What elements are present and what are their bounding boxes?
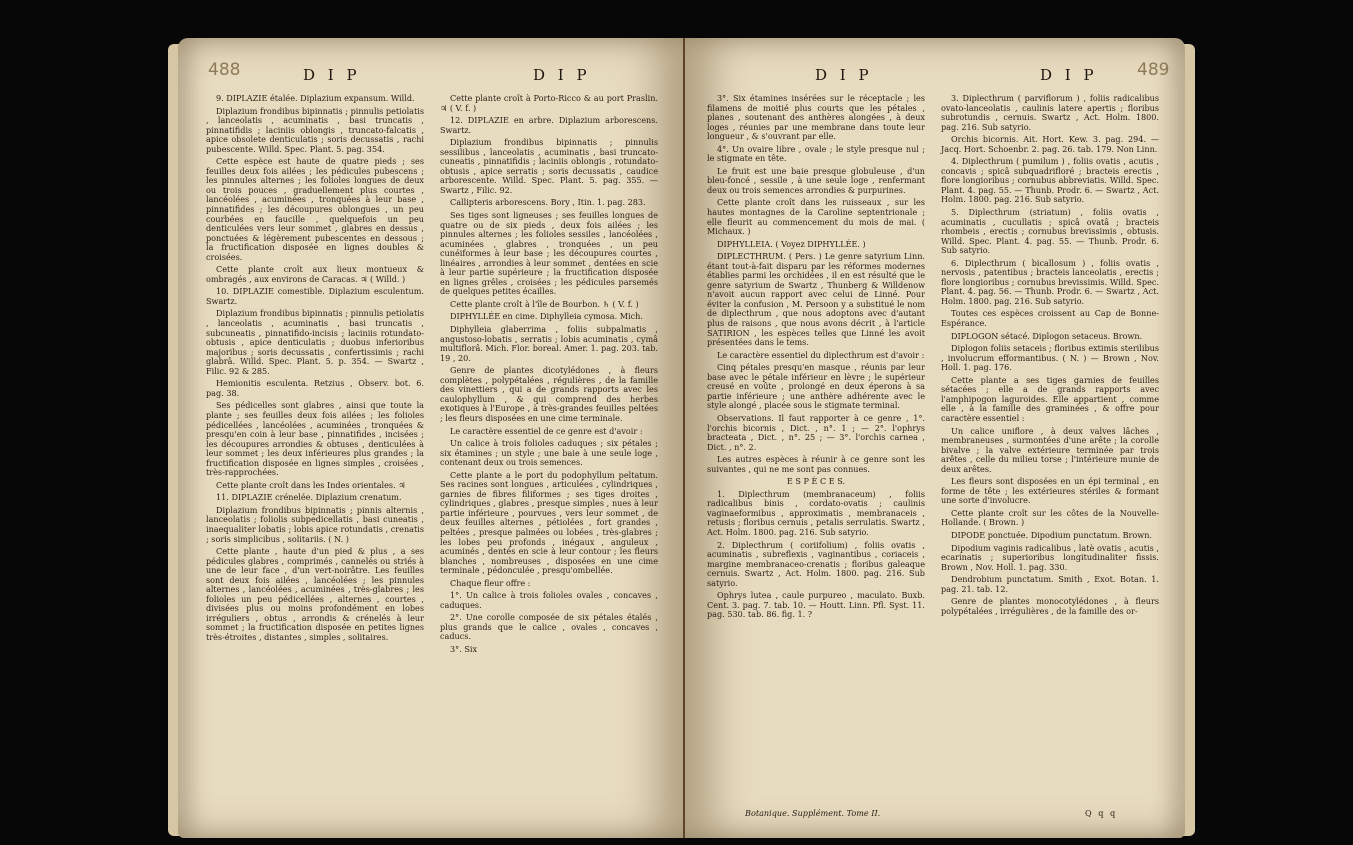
page-number-right: 489	[1137, 60, 1170, 80]
text-paragraph: Hemionitis esculenta. Retzius , Observ. bot. 6. pag. 38.	[206, 378, 424, 398]
text-paragraph: Diplazium frondibus bipinnatis ; pinnulis petiolatis , lanceolatis , acuminatis , basi truncatis , pinnatifidis ; laciniis oblongis , truncato-falcatis , apice obsolete denticulatis ; soris decussatis , rachi pubescente. Willd. Spec. Plant. 5. pag. 354.	[206, 105, 424, 154]
running-head-left-1: D I P	[303, 66, 361, 84]
text-paragraph: 3°. Six étamines insérées sur le réceptacle ; les filamens de moitié plus courts que les pétales , planes , soutenant des anthères alongées , à deux loges , réunies par une membrane dans toute leur longueur , & s'ouvrant par elle.	[707, 93, 925, 142]
text-paragraph: 9. DIPLAZIE étalée. Diplazium expansum. Willd.	[216, 93, 415, 103]
text-paragraph: Cette plante croît dans les ruisseaux , sur les hautes montagnes de la Caroline septentrionale ; elle fleurit au commencement du mois de mai. ( Michaux. )	[707, 197, 925, 237]
running-head-right-2: D I P	[1040, 66, 1098, 84]
text-paragraph: 12. DIPLAZIE en arbre. Diplazium arborescens. Swartz.	[440, 115, 658, 135]
text-paragraph: DIPLOGON sétacé. Diplogon setaceus. Brown.	[951, 330, 1143, 341]
text-paragraph: Dipodium vaginis radicalibus , latè ovatis , acutis , ecarinatis ; superioribus longitudinaliter fissis. Brown , Nov. Holl. 1. pag. 330.	[941, 542, 1159, 572]
text-paragraph: 4°. Un ovaire libre , ovale ; le style presque nul ; le stigmate en tête.	[707, 143, 925, 164]
text-paragraph: 3. Diplecthrum ( parviflorum ) , foliis radicalibus ovato-lanceolatis , caulinis latere apertis ; floribus subrotundis , cernuis. Swartz , Act. Holm. 1800. pag. 216. Sub satyrio.	[941, 93, 1159, 132]
text-paragraph: Ses tiges sont ligneuses ; ses feuilles longues de quatre ou de six pieds , deux fois ailées ; les pinnules alternes ; les folioles sessiles , lancéolées , acuminées , glabres , tronquées , un peu cunéiformes à leur base ; les découpures courtes , linéaires , arrondies à leur sommet , dentées en scie à leur partie supérieure ; la fructification disposée en lignes grêles , croisées ; les pédicules parsemés de quelques petites écailles.	[440, 210, 658, 297]
text-paragraph: 2. Diplecthrum ( coriifolium) , foliis ovatis , acuminatis , subreflexis , vaginantibus , coriaceis , margine membranaceo-crenatis ; floribus galeaque cernuis. Swartz , Act. Holm. 1800. pag. 216. Sub satyrio.	[707, 539, 925, 588]
text-paragraph: 4. Diplecthrum ( pumilum ) , foliis ovatis , acutis , concavis ; spicâ subquadrifloré ; bracteis erectis , flore longioribus ; cornubus abbreviatis. Willd. Spec. Plant. 4. pag. 55. — Thunb. Prodr. 6. — Swartz , Act. Holm. 1800. pag. 216. Sub satyrio.	[941, 156, 1159, 205]
text-paragraph: Chaque fleur offre :	[450, 577, 531, 588]
text-paragraph: DIPLECTHRUM. ( Pers. ) Le genre satyrium Linn. étant tout-à-fait disparu par les réformes modernes établies parmi les orchidées , il en est résulté que le genre satyrium de Swartz , Thunberg & Willdenow n'avoit aucun rapport avec celui de Linné. Pour éviter la confusion , M. Persoon y a substitué le nom de diplecthrum , que nous adoptons avec d'autant plus de raisons , que nous avons décrit , à l'article SATIRION , les espèces telles que Linné les avoit présentées dans le tems.	[707, 251, 925, 348]
text-paragraph: 2°. Une corolle composée de six pétales étalés , plus grands que le calice , ovales , concaves , caducs.	[440, 612, 658, 642]
text-paragraph: Le caractère essentiel de ce genre est d'avoir :	[450, 425, 643, 436]
text-paragraph: Cette plante croît aux lieux montueux & ombragés , aux environs de Caracas. ♃ ( Willd. )	[206, 264, 424, 284]
text-paragraph: Les fleurs sont disposées en un épi terminal , en forme de tête ; les extérieures stériles & formant une sorte d'involucre.	[941, 476, 1159, 506]
left-page	[178, 38, 685, 838]
text-paragraph: Callipteris arborescens. Bory , Itin. 1. pag. 283.	[450, 197, 646, 208]
text-paragraph: Genre de plantes monocotylédones , à fleurs polypétalées , irrégulières , de la famille des or-	[941, 596, 1159, 616]
text-paragraph: Un calice uniflore , à deux valves lâches , membraneuses , surmontées d'une arête ; la corolle bivalve ; la valve extérieure terminée par trois arêtes , celle du milieu torse ; l'intérieure munie de deux arêtes.	[941, 425, 1159, 474]
text-paragraph: Dendrobium punctatum. Smith , Exot. Botan. 1. pag. 21. tab. 12.	[941, 574, 1159, 594]
text-paragraph: Cette plante croît dans les Indes orientales. ♃	[216, 479, 406, 490]
text-paragraph: Un calice à trois folioles caduques ; six pétales ; six étamines ; un style ; une baie à une seule loge , contenant deux ou trois semences.	[440, 438, 658, 468]
text-paragraph: Ophrys lutea , caule purpureo , maculato. Buxb. Cent. 3. pag. 7. tab. 10. — Houtt. Linn. Pfl. Syst. 11. pag. 530. tab. 86. fig. 1. ?	[707, 590, 925, 620]
text-paragraph: 11. DIPLAZIE crénelée. Diplazium crenatum.	[216, 492, 402, 503]
left-page-column-2	[440, 94, 658, 658]
right-page	[685, 38, 1185, 838]
text-paragraph: Cette plante a le port du podophyllum peltatum. Ses racines sont longues , articulées , cylindriques , garnies de fibres filiformes ; ses tiges droites , cylindriques , glabres , presque simples , nues à leur partie inférieure , pourvues , vers leur sommet , de deux feuilles alternes , pétiolées , fort grandes , peltées , presque palmées ou lobées , très-glabres ; les lobes peu profonds , inégaux , anguleux , acuminés , dentés en scie à leur contour ; les fleurs blanches , nombreuses , disposées en une cime terminale , pédonculée , presqu'ombellée.	[440, 469, 658, 576]
text-paragraph: DIPHYLLEIA. ( Voyez DIPHYLLÉE. )	[717, 238, 866, 249]
text-paragraph: 10. DIPLAZIE comestible. Diplazium esculentum. Swartz.	[206, 286, 424, 306]
right-page-column-2	[941, 94, 1159, 619]
text-paragraph: Le caractère essentiel du diplecthrum est d'avoir :	[717, 349, 925, 360]
text-paragraph: 3°. Six	[450, 643, 478, 654]
text-paragraph: Cette plante croît à l'île de Bourbon. ♄ ( V. f. )	[450, 298, 639, 309]
running-head-right-1: D I P	[815, 66, 873, 84]
text-paragraph: Diplogon foliis setaceis ; floribus extimis sterilibus , involucrum efformantibus. ( N. ) — Brown , Nov. Holl. 1. pag. 176.	[941, 343, 1159, 373]
text-paragraph: Toutes ces espèces croissent au Cap de Bonne-Espérance.	[941, 308, 1159, 329]
text-paragraph: Cette plante croît sur les côtes de la Nouvelle-Hollande. ( Brown. )	[941, 507, 1159, 528]
page-number-left: 488	[208, 60, 241, 80]
text-paragraph: Cinq pétales presqu'en masque , réunis par leur base avec le pétale inférieur en lèvre ; le supérieur creusé en voûte , prolongé en deux éperons à sa partie inférieure ; une anthère adhérente avec le style alongé , placée sous le stigmate terminal.	[707, 362, 925, 411]
text-paragraph: Ses pédicelles sont glabres , ainsi que toute la plante ; ses feuilles deux fois ailées ; les folioles pédicellées , lancéolées , acuminées , tronquées & presqu'en coin à leur base , pinnatifides , incisées ; les découpures arrondies & obtuses , denticulées à leur sommet ; les deux inférieures plus grandes ; la fructification disposée en lignes simples , croisées , très-rapprochées.	[206, 400, 424, 478]
text-paragraph: Genre de plantes dicotylédones , à fleurs complètes , polypétalées , régulières , de la famille des vinettiers , qui a de grands rapports avec les caulophyllum , & qui comprend des herbes exotiques à l'Europe , à très-grandes feuilles peltées ; les fleurs disposées en une cime terminale.	[440, 365, 658, 423]
text-paragraph: DIPHYLLÉE en cime. Diphylleia cymosa. Mich.	[450, 311, 643, 322]
text-paragraph: Cette espèce est haute de quatre pieds ; ses feuilles deux fois ailées ; les pédicules pubescens ; les pinnules alternes ; les folioles longues de deux ou trois pouces , graduellement plus courtes , lancéolées , acuminées , tronquées à leur base , pinnatifides ; les découpures oblongues , un peu courbées en faucille , quelquefois un peu denticulées vers leur sommet , glabres en dessus , ponctuées & légèrement pubescentes en dessous ; la fructification disposée en lignes doubles & croisées.	[206, 156, 424, 262]
text-paragraph: 5. Diplecthrum (striatum) , foliis ovatis , acuminatis , cucullatis ; spicâ ovatâ ; bracteis rhombeis , erectis ; cornubus brevissimis , obtusis. Willd. Spec. Plant. 4. pag. 55. — Thunb. Prodr. 6. Sub satyrio.	[941, 207, 1159, 256]
text-paragraph: Cette plante , haute d'un pied & plus , a ses pédicules glabres , comprimés , cannelés ou striés à une de leur face , d'un vert-noirâtre. Les feuilles sont deux fois ailées , lancéolées ; les pinnules alternes , lancéolées , acuminées , très-glabres ; les folioles un peu pédicellées , alternes , courtes , divisées plus ou moins profondément en lobes irréguliers , obtus , arrondis & crénelés à leur sommet ; la fructification disposée en petites lignes très-étroites , distantes , simples , solitaires.	[206, 546, 424, 642]
text-paragraph: 1. Diplecthrum (membranaceum) , foliis radicalibus binis , cordato-ovatis ; caulinis vaginaeformibus , approximatis , membranaceis , retusis ; floribus cernuis , petalis serrulatis. Swartz , Act. Holm. 1800. pag. 216. Sub satyrio.	[707, 488, 925, 537]
text-paragraph: Diplazium frondibus bipinnatis ; pinnulis sessilibus , lanceolatis , acuminatis , basi truncato-cuneatis , pinnatifidis ; laciniis oblongis , rotundato-obtusis , apice serratis ; soris decussatis , caudice arborescente. Willd. Spec. Plant. 5. pag. 355. — Swartz , Filic. 92.	[440, 137, 658, 195]
text-paragraph: E S P È C E S.	[786, 476, 846, 487]
right-page-column-1	[707, 94, 925, 623]
left-page-column-1	[206, 94, 424, 646]
text-paragraph: Observations. Il faut rapporter à ce genre , 1°. l'orchis bicornis , Dict. , n°. 1 ; — 2°. l'ophrys bracteata , Dict. , n°. 25 ; — 3°. l'orchis carnea , Dict. , n°. 2.	[707, 412, 925, 452]
text-paragraph: Les autres espèces à réunir à ce genre sont les suivantes , qui ne me sont pas connues.	[707, 454, 925, 474]
text-paragraph: Orchis bicornis. Ait. Hort. Kew. 3. pag. 294. — Jacq. Hort. Schoenbr. 2. pag. 26. tab. 179. Non Linn.	[941, 134, 1159, 154]
text-paragraph: DIPODE ponctuée. Dipodium punctatum. Brown.	[951, 529, 1152, 540]
text-paragraph: Cette plante croît à Porto-Ricco & au port Praslin. ♃ ( V. f. )	[440, 93, 658, 113]
text-paragraph: Le fruit est une baie presque globuleuse , d'un bleu-foncé , sessile , à une seule loge , renfermant deux ou trois semences arrondies & purpurines.	[707, 165, 925, 195]
text-paragraph: Cette plante a ses tiges garnies de feuilles sétacées ; elle a de grands rapports avec l'amphipogon laguroides. Elle appartient , comme elle , à la famille des graminées , & offre pour caractère essentiel :	[941, 374, 1159, 423]
running-head-left-2: D I P	[533, 66, 591, 84]
catchword: Q q q	[1085, 808, 1118, 818]
text-paragraph: Diplazium frondibus bipinnatis ; pinnulis petiolatis , lanceolatis , acuminatis , basi truncatis , subcuneatis , pinnatifido-incisis ; laciniis rotundato-obtusis , apice denticulatis ; duobus inferioribus majoribus ; soris decussatis , confertissimis ; rachi glabrâ. Willd. Spec. Plant. 5. p. 354. — Swartz , Filic. 92 & 285.	[206, 308, 424, 376]
text-paragraph: Diphylleia glaberrima , foliis subpalmatis , angustoso-lobatis , serratis ; lobis acuminatis , cymâ multiflorâ. Mich. Flor. boreal. Amer. 1. pag. 203. tab. 19 , 20.	[440, 324, 658, 363]
text-paragraph: 1°. Un calice à trois folioles ovales , concaves , caduques.	[440, 590, 658, 610]
text-paragraph: Diplazium frondibus bipinnatis ; pinnis alternis , lanceolatis ; foliolis subpedicellatis , basi cuneatis , inaequaliter lobatis ; lobis apice rotundatis , crenatis ; soris simplicibus , solitariis. ( N. )	[206, 504, 424, 544]
text-paragraph: 6. Diplecthrum ( bicallosum ) , foliis ovatis , nervosis , patentibus ; bracteis lanceolatis , erectis ; flore longioribus ; cornubus brevissimis. Willd. Spec. Plant. 4. pag. 56. — Thunb. Prodr. 6. — Swartz , Act. Holm. 1800. pag. 216. Sub satyrio.	[941, 257, 1159, 306]
volume-footer: Botanique. Supplément. Tome II.	[745, 808, 881, 818]
